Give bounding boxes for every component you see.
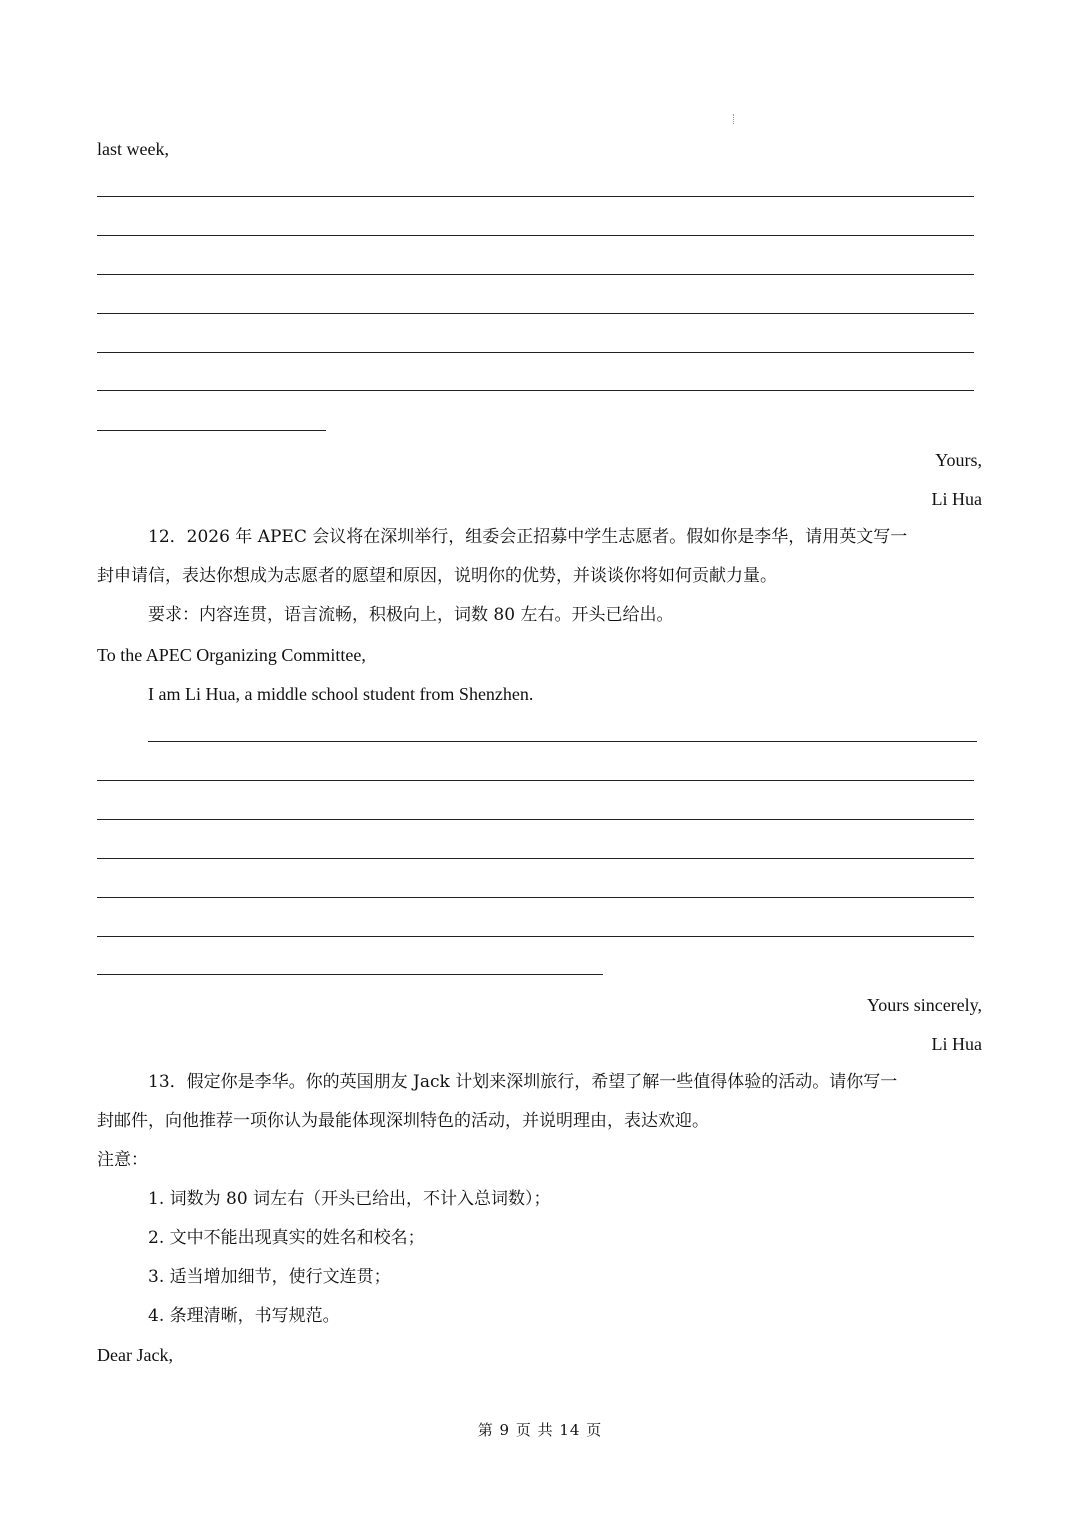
closing-text: Yours, <box>935 450 982 470</box>
q12-opening: I am Li Hua, a middle school student from Shenzhen. <box>148 684 534 704</box>
q12-signature: Li Hua <box>931 1034 982 1054</box>
q13-salutation: Dear Jack, <box>97 1345 173 1365</box>
answer-line <box>97 235 974 236</box>
continuation-text: last week, <box>97 139 169 159</box>
q13-notice-label: 注意： <box>97 1150 148 1170</box>
answer-line <box>97 819 974 820</box>
answer-line <box>97 780 974 781</box>
page-footer: 第 9 页 共 14 页 <box>477 1421 603 1439</box>
q12-prompt-line-2: 封申请信，表达你想成为志愿者的愿望和原因，说明你的优势，并谈谈你将如何贡献力量。 <box>97 566 777 586</box>
answer-line-short <box>97 974 603 975</box>
answer-line <box>97 858 974 859</box>
answer-line <box>148 741 977 742</box>
answer-line-short <box>97 430 326 431</box>
answer-line <box>97 196 974 197</box>
q13-prompt-line-2: 封邮件，向他推荐一项你认为最能体现深圳特色的活动，并说明理由，表达欢迎。 <box>97 1111 709 1131</box>
q12-salutation: To the APEC Organizing Committee, <box>97 645 366 665</box>
answer-line <box>97 897 974 898</box>
answer-line <box>97 352 974 353</box>
answer-line <box>97 274 974 275</box>
q12-requirement: 要求：内容连贯，语言流畅，积极向上，词数 80 左右。开头已给出。 <box>148 605 674 625</box>
q12-closing: Yours sincerely, <box>867 995 982 1015</box>
q13-note: 4. 条理清晰，书写规范。 <box>148 1306 340 1326</box>
q13-note: 3. 适当增加细节，使行文连贯； <box>148 1267 391 1287</box>
margin-dots <box>733 114 736 124</box>
answer-line <box>97 936 974 937</box>
answer-line <box>97 313 974 314</box>
q13-note: 2. 文中不能出现真实的姓名和校名； <box>148 1228 425 1248</box>
signature-text: Li Hua <box>931 489 982 509</box>
q13-prompt-line-1: 13．假定你是李华。你的英国朋友 Jack 计划来深圳旅行，希望了解一些值得体验的活动。请你写一 <box>148 1072 898 1092</box>
q12-prompt-line-1: 12．2026 年 APEC 会议将在深圳举行，组委会正招募中学生志愿者。假如你是李华，请用英文写一 <box>148 527 908 547</box>
q13-note: 1. 词数为 80 词左右（开头已给出，不计入总词数）； <box>148 1189 551 1209</box>
answer-line <box>97 390 974 391</box>
